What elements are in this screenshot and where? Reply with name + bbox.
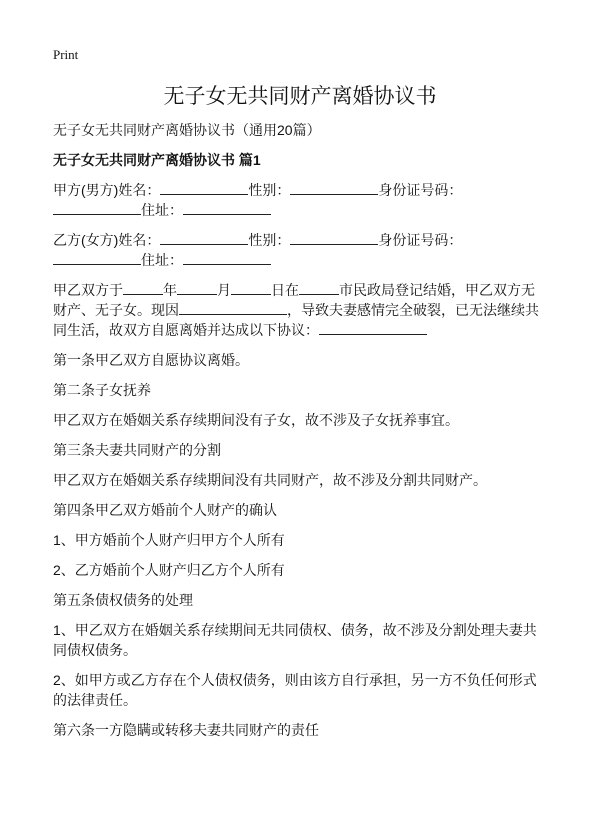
- text: ，导致夫妻感情完全破裂，已无法继续共同生活，故双方自愿离婚并达成以下协议：: [53, 302, 539, 338]
- address-blank: [183, 200, 271, 215]
- name-blank: [160, 180, 248, 195]
- day-blank: [231, 280, 271, 295]
- marriage-paragraph: [53, 280, 545, 340]
- paragraph: 甲乙双方在婚姻关系存续期间没有子女，故不涉及子女抚养事宜。: [53, 412, 459, 428]
- paragraph: 甲乙双方在婚姻关系存续期间没有共同财产，故不涉及分割共同财产。: [53, 472, 487, 488]
- month-blank: [177, 280, 217, 295]
- label: 身份证号码：: [378, 232, 463, 248]
- city-blank: [299, 280, 339, 295]
- id-blank: [53, 250, 141, 265]
- text: 甲乙双方于: [53, 282, 123, 298]
- paragraph: 1、甲乙双方在婚姻关系存续期间无共同债权、债务，故不涉及分割处理夫妻共同债权债务。: [53, 622, 537, 658]
- paragraph: 第六条一方隐瞒或转移夫妻共同财产的责任: [53, 722, 319, 738]
- subtitle: 无子女无共同财产离婚协议书（通用20篇）: [53, 122, 321, 138]
- section-heading: 无子女无共同财产离婚协议书 篇1: [53, 152, 261, 168]
- paragraph: 2、乙方婚前个人财产归乙方个人所有: [53, 562, 285, 578]
- print-link[interactable]: Print: [53, 47, 79, 62]
- paragraph: 2、如甲方或乙方存在个人债权债务，则由该方自行承担，另一方不负任何形式的法律责任。: [53, 672, 537, 708]
- label: 性别：: [248, 182, 291, 198]
- address-blank: [183, 250, 271, 265]
- agreement-blank: [319, 320, 427, 335]
- gender-blank: [290, 230, 378, 245]
- text: 市民政局登记结婚，甲乙双方无财产、无子女。现因: [53, 282, 535, 318]
- paragraph: 第四条甲乙双方婚前个人财产的确认: [53, 502, 277, 518]
- text: 年: [163, 282, 177, 298]
- id-blank: [53, 200, 141, 215]
- party-a-info: [53, 180, 545, 220]
- paragraph: 第三条夫妻共同财产的分割: [53, 442, 221, 458]
- label: 性别：: [248, 232, 291, 248]
- paragraph: 第一条甲乙双方自愿协议离婚。: [53, 352, 249, 368]
- label: 甲方(男方)姓名：: [53, 182, 161, 198]
- label: 住址：: [141, 202, 183, 218]
- gender-blank: [290, 180, 378, 195]
- name-blank: [160, 230, 248, 245]
- paragraph: 第二条子女抚养: [53, 382, 151, 398]
- page-title: 无子女无共同财产离婚协议书: [163, 85, 437, 108]
- text: 日在: [271, 282, 299, 298]
- document-body: [53, 120, 545, 750]
- label: 住址：: [141, 252, 183, 268]
- label: 乙方(女方)姓名：: [53, 232, 161, 248]
- label: 身份证号码：: [378, 182, 463, 198]
- party-b-info: [53, 230, 545, 270]
- reason-blank: [179, 300, 287, 315]
- paragraph: 1、甲方婚前个人财产归甲方个人所有: [53, 532, 285, 548]
- year-blank: [123, 280, 163, 295]
- paragraph: 第五条债权债务的处理: [53, 592, 193, 608]
- text: 月: [217, 282, 231, 298]
